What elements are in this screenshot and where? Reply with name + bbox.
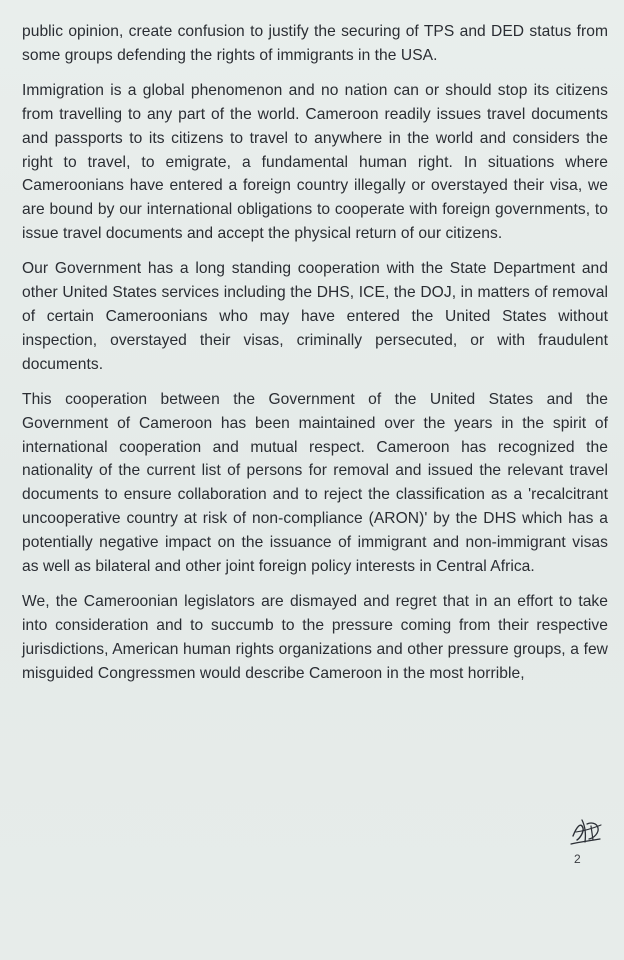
paragraph-aron: This cooperation between the Government of the United States and the Government of Cameroon has been maintained over the years in the spirit of international cooperation and mutual respect. Cameroon has recognized the nationality of the current list of persons for removal and issued the relevant travel documents to ensure collaboration and to reject the classification as a 'recalcitrant uncooperative country at risk of non-compliance (ARON)' by the DHS which has a potentially negative impact on the issuance of immigrant and non-immigrant visas as well as bilateral and other joint foreign policy interests in Central Africa.	[22, 390, 608, 576]
paragraph-legislators: We, the Cameroonian legislators are dismayed and regret that in an effort to take into consideration and to succumb to the pressure coming from their respective jurisdictions, American human rights organizations and other pressure groups, a few misguided Congressmen would describe Cameroon in the most horrible,	[22, 592, 608, 682]
signature-initials	[567, 814, 605, 848]
paragraph-cooperation: Our Government has a long standing cooperation with the State Department and other United States services including the DHS, ICE, the DOJ, in matters of removal of certain Cameroonians who may have entered the United States without inspection, overstayed their visas, criminally persecuted, or with fraudulent documents.	[22, 260, 608, 373]
document-body	[22, 20, 608, 697]
paragraph-immigration: Immigration is a global phenomenon and no nation can or should stop its citizens from travelling to any part of the world. Cameroon readily issues travel documents and passports to its citizens to travel to anywhere in the world and considers the right to travel, to emigrate, a fundamental human right. In situations where Cameroonians have entered a foreign country illegally or overstayed their visa, we are bound by our international obligations to cooperate with foreign governments, to issue travel documents and accept the physical return of our citizens.	[22, 81, 608, 243]
page-number: 2	[574, 852, 581, 866]
paragraph-continuation: public opinion, create confusion to justify the securing of TPS and DED status from some groups defending the rights of immigrants in the USA.	[22, 23, 608, 64]
